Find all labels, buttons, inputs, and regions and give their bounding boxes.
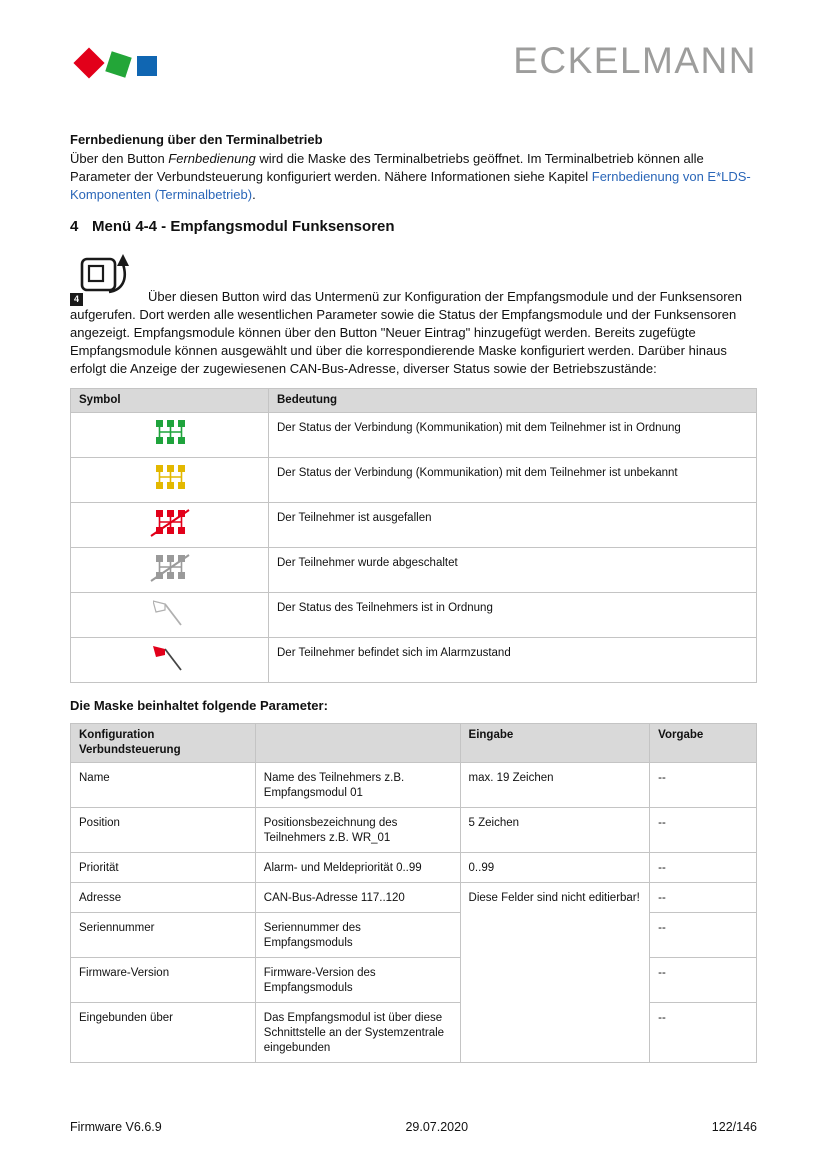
table-row (71, 808, 757, 853)
table-row (71, 958, 757, 1003)
param-cell: Firmware-Version (71, 958, 256, 1003)
brand-wordmark: ECKELMANN (513, 40, 757, 81)
description-cell: Seriennummer des Empfangsmoduls (255, 913, 460, 958)
meaning-cell: Der Teilnehmer ist ausgefallen (269, 503, 757, 548)
page-footer (70, 1120, 757, 1134)
network-status-off-icon (150, 554, 190, 587)
logo-green-square-icon (105, 51, 131, 77)
network-status-ok-icon (150, 419, 190, 452)
parameters-heading: Die Maske beinhaltet folgende Parameter: (70, 698, 328, 713)
remote-section-heading: Fernbedienung über den Terminalbetrieb (70, 132, 323, 147)
meaning-cell: Der Status des Teilnehmers ist in Ordnung (269, 593, 757, 638)
table-row (71, 638, 757, 683)
logo-blue-square-icon (137, 56, 157, 76)
section-number: 4 (70, 218, 79, 235)
config-column-header: Konfiguration Verbundsteuerung (71, 724, 256, 763)
logo-red-square-icon (73, 47, 104, 78)
menu-section-paragraph: Über diesen Button wird das Untermenü zur Konfiguration der Empfangsmodule und der Funksensoren aufgerufen. Dort werden alle wesentlichen Parameter sowie die Status der Empfangsmodule und der Funksensoren angezeigt. Empfangsmodule können über den Button "Neuer Eintrag" hinzugefügt werden. Bereits zugefügte Empfangsmodule können ausgewählt und über die korrespondierende Maske konfiguriert werden. Darüber hinaus erfolgt die Anzeige der zugewiesenen CAN-Bus-Adresse, diverser Status sowie der Betriebszustände: (70, 289, 743, 376)
default-cell: -- (650, 1003, 757, 1063)
description-column-header (255, 724, 460, 763)
input-cell: max. 19 Zeichen (460, 763, 650, 808)
network-status-failed-icon (150, 509, 190, 542)
input-cell: 0..99 (460, 853, 650, 883)
chapter-link[interactable]: Fernbedienung von E*LDS-Komponenten (Terminalbetrieb) (70, 169, 751, 202)
remote-section-paragraph (70, 150, 757, 204)
param-cell: Seriennummer (71, 913, 256, 958)
description-cell: Alarm- und Meldepriorität 0..99 (255, 853, 460, 883)
flag-ok-icon (153, 599, 187, 632)
italic-text-run: Fernbedienung (168, 151, 256, 166)
eckelmann-logo-icon (76, 48, 166, 84)
table-row (71, 853, 757, 883)
table-row (71, 1003, 757, 1063)
param-cell: Position (71, 808, 256, 853)
default-cell: -- (650, 958, 757, 1003)
footer-page-number: 122/146 (711, 1120, 757, 1134)
description-cell: Name des Teilnehmers z.B. Empfangsmodul 01 (255, 763, 460, 808)
description-cell: Positionsbezeichnung des Teilnehmers z.B. WR_01 (255, 808, 460, 853)
table-row (71, 503, 757, 548)
default-cell: -- (650, 913, 757, 958)
table-row (71, 458, 757, 503)
document-body (70, 131, 757, 1063)
network-status-unknown-icon (150, 464, 190, 497)
table-row (71, 548, 757, 593)
description-cell: CAN-Bus-Adresse 117..120 (255, 883, 460, 913)
menu-number-badge: 4 (70, 293, 83, 306)
meaning-cell: Der Status der Verbindung (Kommunikation) mit dem Teilnehmer ist unbekannt (269, 458, 757, 503)
input-cell: Diese Felder sind nicht editierbar! (460, 883, 650, 1063)
section-title: Menü 4-4 - Empfangsmodul Funksensoren (92, 218, 395, 235)
flag-alarm-icon (153, 644, 187, 677)
submenu-button-glyph-icon (78, 250, 136, 302)
param-cell: Name (71, 763, 256, 808)
symbol-column-header: Symbol (71, 389, 269, 413)
meaning-cell: Der Status der Verbindung (Kommunikation) mit dem Teilnehmer ist in Ordnung (269, 413, 757, 458)
menu-section-heading (70, 218, 757, 236)
menu-button-icon (70, 250, 150, 306)
meaning-cell: Der Teilnehmer befindet sich im Alarmzustand (269, 638, 757, 683)
text-run: . (252, 187, 256, 202)
text-run: Über den Button (70, 151, 169, 166)
description-cell: Das Empfangsmodul ist über diese Schnittstelle an der Systemzentrale eingebunden (255, 1003, 460, 1063)
meaning-cell: Der Teilnehmer wurde abgeschaltet (269, 548, 757, 593)
table-row (71, 883, 757, 913)
text-run: wird die Maske des Terminalbetriebs geöffnet. Im Terminalbetrieb können alle Parameter der Verbundsteuerung konfiguriert werden. Nähere Informationen siehe Kapitel (70, 151, 704, 184)
table-row (71, 413, 757, 458)
table-row (71, 913, 757, 958)
parameter-table (70, 723, 757, 1063)
symbol-table (70, 388, 757, 683)
table-header-row (71, 724, 757, 763)
description-cell: Firmware-Version des Empfangsmoduls (255, 958, 460, 1003)
default-cell: -- (650, 853, 757, 883)
table-row (71, 763, 757, 808)
param-cell: Adresse (71, 883, 256, 913)
default-cell: -- (650, 808, 757, 853)
table-header-row (71, 389, 757, 413)
input-column-header: Eingabe (460, 724, 650, 763)
param-cell: Priorität (71, 853, 256, 883)
param-cell: Eingebunden über (71, 1003, 256, 1063)
footer-date: 29.07.2020 (405, 1120, 469, 1134)
default-cell: -- (650, 883, 757, 913)
table-row (71, 593, 757, 638)
input-cell: 5 Zeichen (460, 808, 650, 853)
default-cell: -- (650, 763, 757, 808)
footer-firmware-version: Firmware V6.6.9 (70, 1120, 162, 1134)
meaning-column-header: Bedeutung (269, 389, 757, 413)
default-column-header: Vorgabe (650, 724, 757, 763)
